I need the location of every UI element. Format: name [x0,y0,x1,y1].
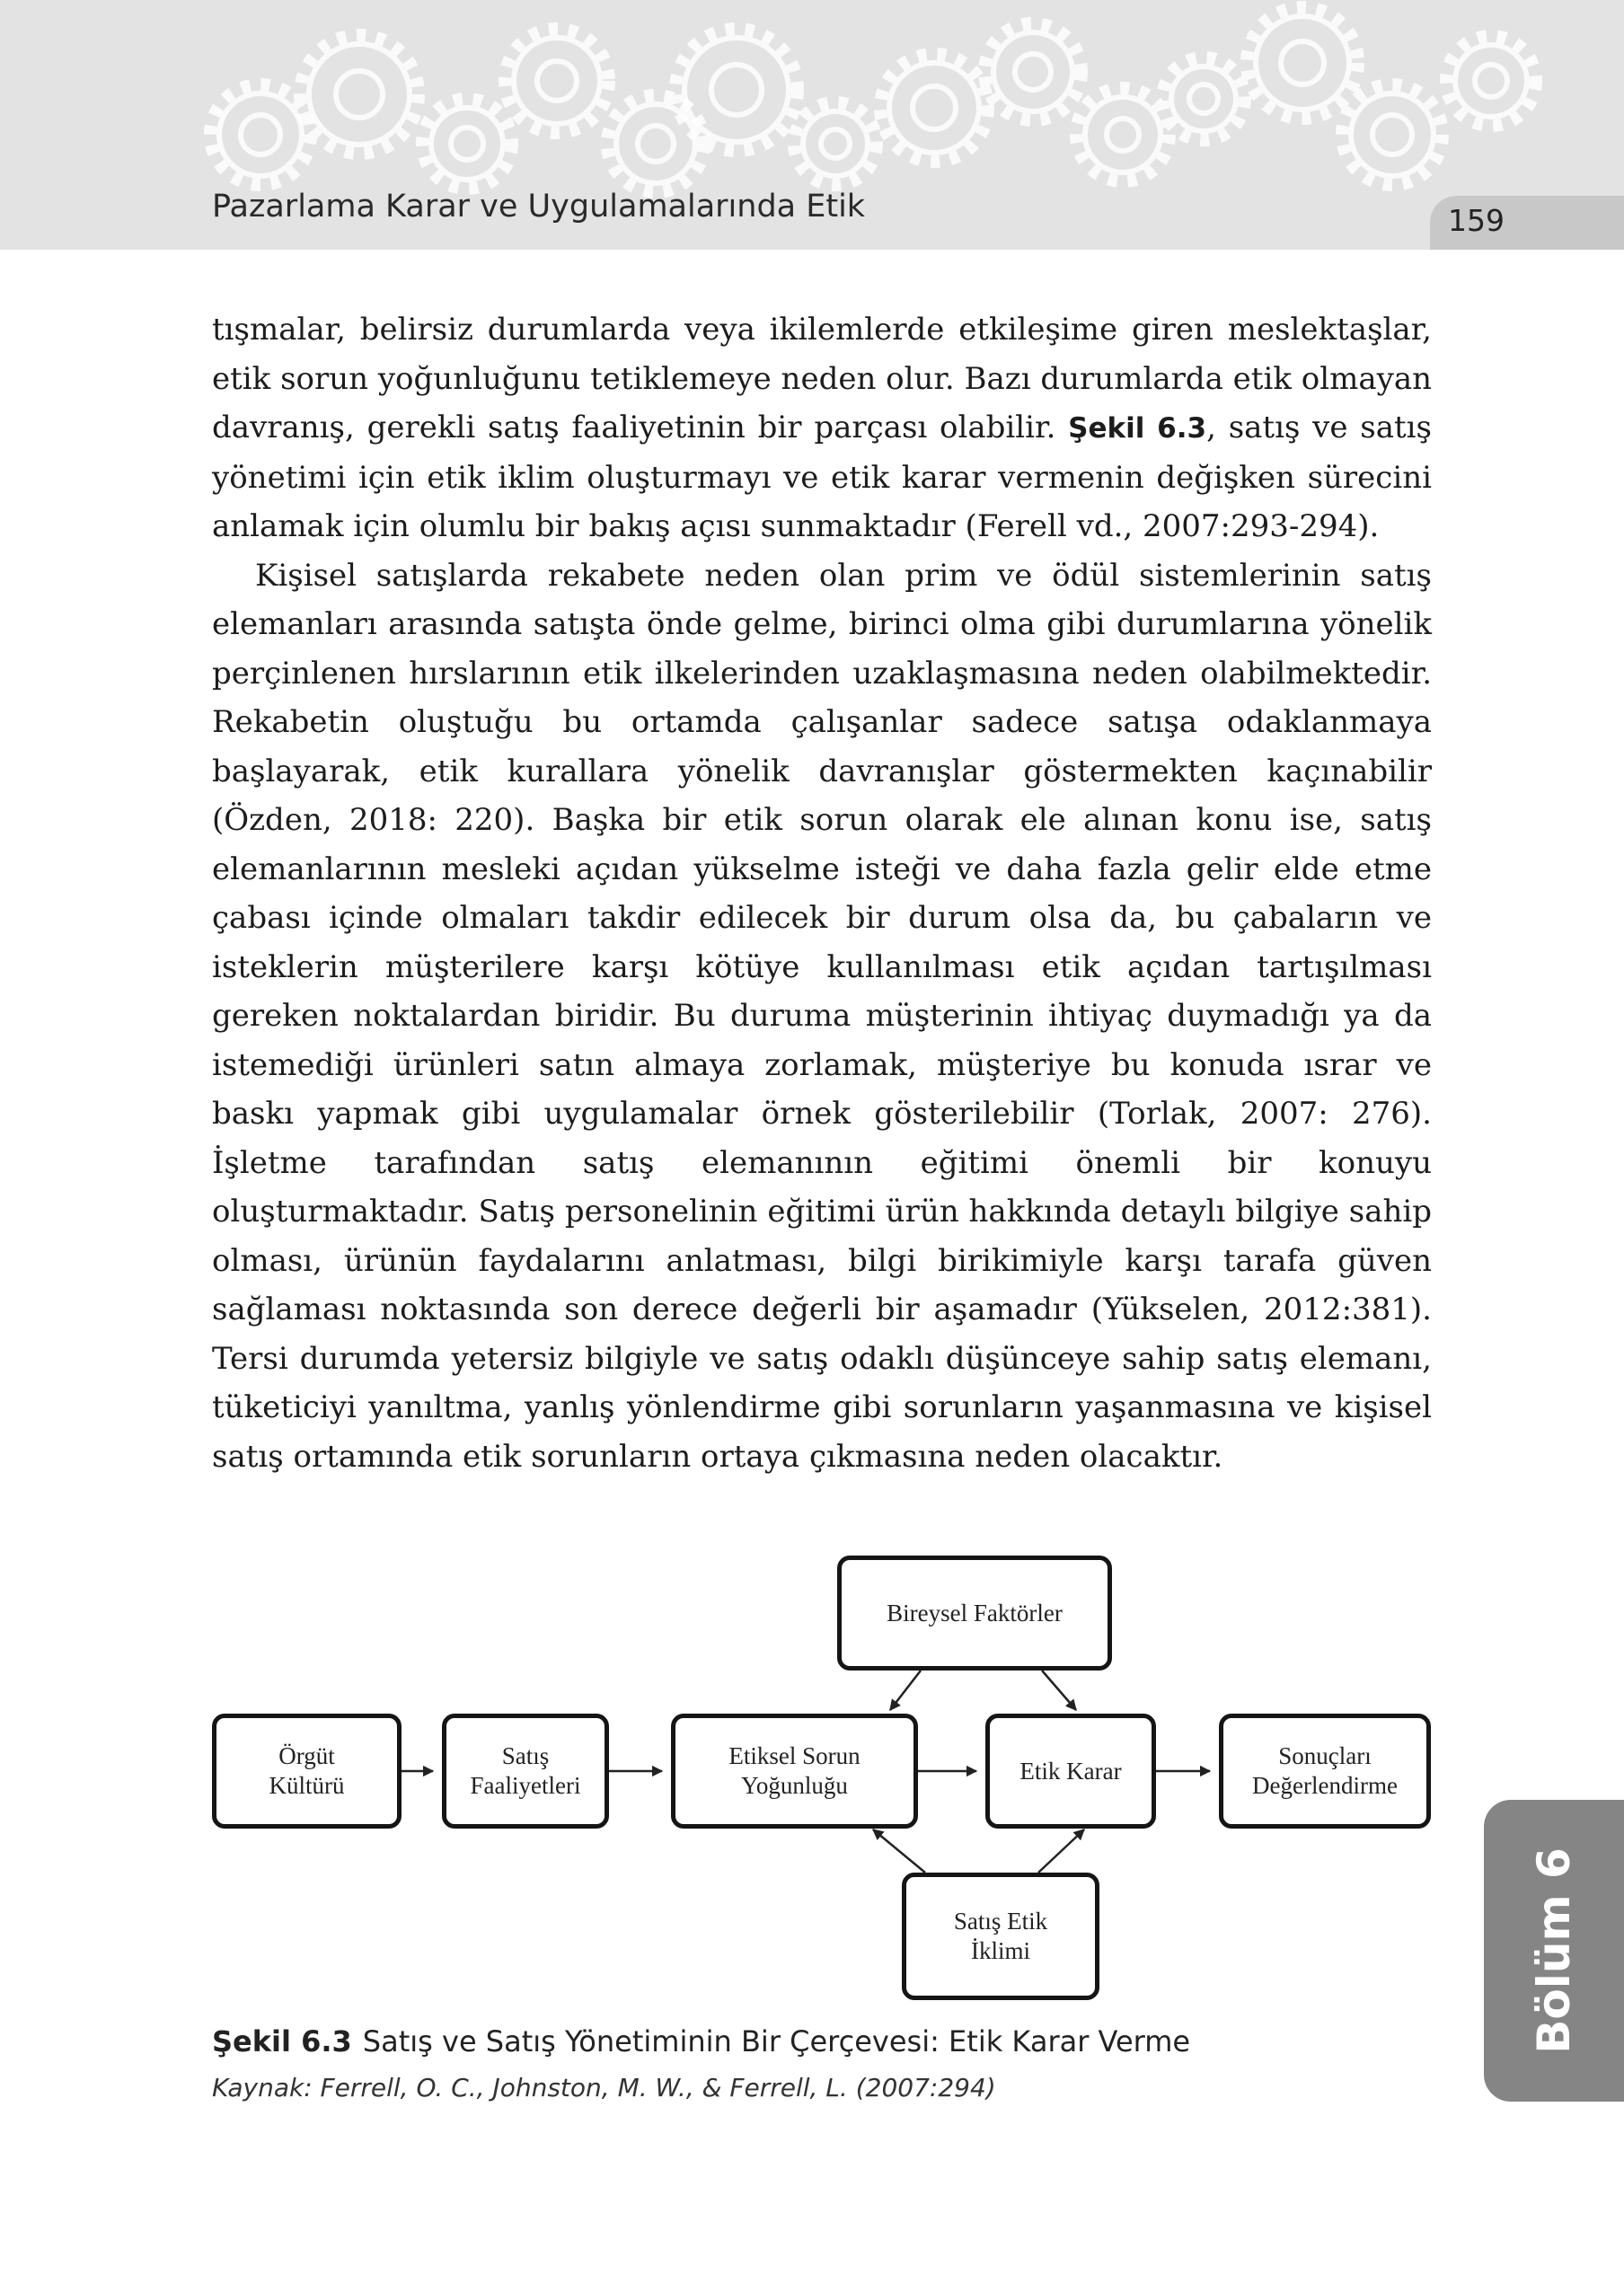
box-sonuclari-degerlendirme: Sonuçları Değerlendirme [1219,1714,1431,1829]
figure-reference: Şekil 6.3 [1068,412,1207,445]
body-text [212,305,1432,1481]
page-number: 159 [1448,203,1505,238]
paragraph-1: tışmalar, belirsiz durumlarda veya ikilemlerde etkileşime giren meslektaşlar, etik sorun yoğunluğunu tetiklemeye neden olur. Bazı durumlarda etik olmayan davranış, gerekli satış faaliyetinin bir parçası olabilir. Şekil 6.3, satış ve satış yönetimi için etik iklim oluşturmayı ve etik karar vermenin değişken sürecini anlamak için olumlu bir bakış açısı sunmaktadır (Ferell vd., 2007:293-294). [212,312,1433,544]
box-satis-etik-iklimi: Satış Etik İklimi [902,1873,1099,2000]
box-etik-karar: Etik Karar [985,1714,1156,1829]
figure-source: Kaynak: Ferrell, O. C., Johnston, M. W., & Ferrell, L. (2007:294) [212,2073,996,2102]
caption-text: Satış ve Satış Yönetiminin Bir Çerçevesi: Etik Karar Verme [362,2024,1191,2058]
arrow-iklim-to-etiksel [873,1829,925,1873]
box-etiksel-sorun-yogunlugu: Etiksel Sorun Yoğunluğu [671,1714,918,1829]
arrow-iklim-to-karar [1038,1829,1084,1873]
arrow-bireysel-to-etiksel [890,1671,921,1710]
paragraph-2: Kişisel satışlarda rekabete neden olan prim ve ödül sistemlerinin satış elemanları arasında satışta önde gelme, birinci olma gibi durumlarına yönelik perçinlenen hırslarının etik ilkelerinden uzaklaşmasına neden olabilmektedir. Rekabetin oluştuğu bu ortamda çalışanlar sadece satışa odaklanmaya başlayarak, etik kurallara yönelik davranışlar göstermekten kaçınabilir (Özden, 2018: 220). Başka bir etik sorun olarak ele alınan konu ise, satış elemanlarının mesleki açıdan yükselme isteği ve daha fazla gelir elde etme çabası içinde olmaları takdir edilecek bir durum olsa da, bu çabaların ve isteklerin müşterilere karşı kötüye kullanılması etik açıdan tartışılması gereken noktalardan biridir. Bu duruma müşterinin ihtiyaç duymadığı ya da istemediği ürünleri satın almaya zorlamak, müşteriye bu konuda ısrar ve baskı yapmak gibi uygulamalar örnek gösterilebilir (Torlak, 2007: 276). İşletme tarafından satış elemanının eğitimi önemli bir konuyu oluşturmaktadır. Satış personelinin eğitimi ürün hakkında detaylı bilgiye sahip olması, ürünün faydalarını anlatması, bilgi birikimiyle karşı tarafa güven sağlaması noktasında son derece değerli bir aşamadır (Yükselen, 2012:381). Tersi durumda yetersiz bilgiyle ve satış odaklı düşünceye sahip satış elemanı, tüketiciyi yanıltma, yanlış yönlendirme gibi sorunların yaşanmasına ve kişisel satış ortamında etik sorunların ortaya çıkmasına neden olacaktır. [212,557,1432,1475]
page-header [0,0,1624,250]
box-satis-faaliyetleri: Satış Faaliyetleri [442,1714,609,1829]
arrow-bireysel-to-karar [1042,1671,1076,1710]
chapter-label: Bölüm 6 [1528,1847,1580,2054]
box-orgut-kulturu: Örgüt Kültürü [212,1714,402,1829]
figure-caption [212,2024,1190,2058]
running-title: Pazarlama Karar ve Uygulamalarında Etik [212,189,866,225]
caption-label: Şekil 6.3 [212,2024,352,2058]
box-bireysel-faktorler: Bireysel Faktörler [837,1556,1112,1671]
